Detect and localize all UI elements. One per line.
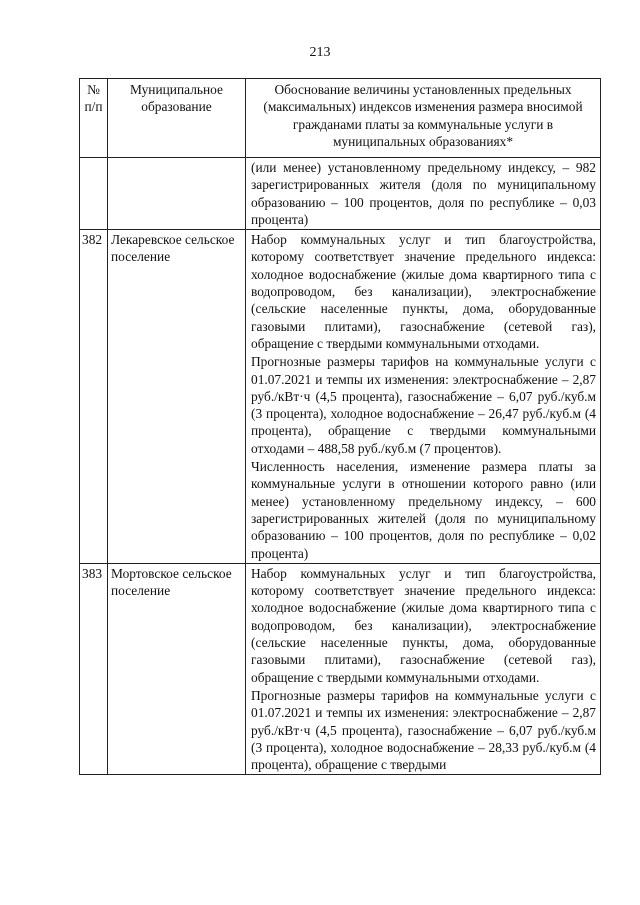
tariff-index-table bbox=[79, 78, 601, 775]
justification-paragraph-services: Набор коммунальных услуг и тип благоустройства, которому соответствует значение предельного индекса: холодное водоснабжение (жилые дома квартирного типа с водопроводом, без канализации), электроснабжение (сельские населенные пункты, дома, оборудованные газовыми плитами), газоснабжение (сетевой газ), обращение с твердыми коммунальными отходами. bbox=[251, 565, 596, 685]
continuation-municipality-cell bbox=[108, 158, 246, 230]
page-number: 213 bbox=[309, 45, 331, 60]
justification-paragraph-population: Численность населения, изменение размера платы за коммунальные услуги в отношении которого равно (или менее) установленному предельному индексу, – 600 зарегистрированных жителей (доля по муниципальному образованию – 100 процентов, доля по республике – 0,02 процента) bbox=[251, 459, 596, 561]
continuation-text: (или менее) установленному предельному индексу, – 982 зарегистрированных жителя (доля по муниципальному образованию – 100 процентов, доля по республике – 0,03 процента) bbox=[251, 160, 596, 227]
header-justification: Обоснование величины установленных предельных (максимальных) индексов изменения размера вносимой гражданами платы за коммунальные услуги в муниципальных образованиях* bbox=[246, 79, 601, 158]
justification-paragraph-tariffs: Прогнозные размеры тарифов на коммунальные услуги с 01.07.2021 и темпы их изменения: электроснабжение – 2,87 руб./кВт·ч (4,5 процента), газоснабжение – 6,07 руб./куб.м (3 процента), холодное водоснабжение – 28,33 руб./куб.м (4 процента), обращение с твердыми bbox=[251, 687, 596, 773]
table-row-382 bbox=[80, 230, 601, 564]
row-municipality: Лекаревское сельское поселение bbox=[108, 230, 246, 564]
header-number: № п/п bbox=[80, 79, 108, 158]
table-row-383 bbox=[80, 563, 601, 775]
continuation-justification-cell bbox=[246, 158, 601, 230]
row-justification bbox=[246, 563, 601, 775]
row-justification bbox=[246, 230, 601, 564]
row-municipality: Мортовское сельское поселение bbox=[108, 563, 246, 775]
justification-paragraph-tariffs: Прогнозные размеры тарифов на коммунальные услуги с 01.07.2021 и темпы их изменения: электроснабжение – 2,87 руб./кВт·ч (4,5 процента), газоснабжение – 6,07 руб./куб.м (3 процента), холодное водоснабжение – 26,47 руб./куб.м (4 процента), обращение с твердыми коммунальными отходами – 488,58 руб./куб.м (7 процентов). bbox=[251, 354, 596, 456]
justification-paragraph-services: Набор коммунальных услуг и тип благоустройства, которому соответствует значение предельного индекса: холодное водоснабжение (жилые дома квартирного типа с водопроводом, без канализации), электроснабжение (сельские населенные пункты, дома, оборудованные газовыми плитами), газоснабжение (сетевой газ), обращение с твердыми коммунальными отходами. bbox=[251, 232, 596, 351]
row-number: 382 bbox=[80, 230, 108, 564]
continuation-number-cell bbox=[80, 158, 108, 230]
header-municipality: Муниципальное образование bbox=[108, 79, 246, 158]
table-row-continuation bbox=[80, 158, 601, 230]
table-header-row bbox=[80, 79, 601, 158]
row-number: 383 bbox=[80, 563, 108, 775]
